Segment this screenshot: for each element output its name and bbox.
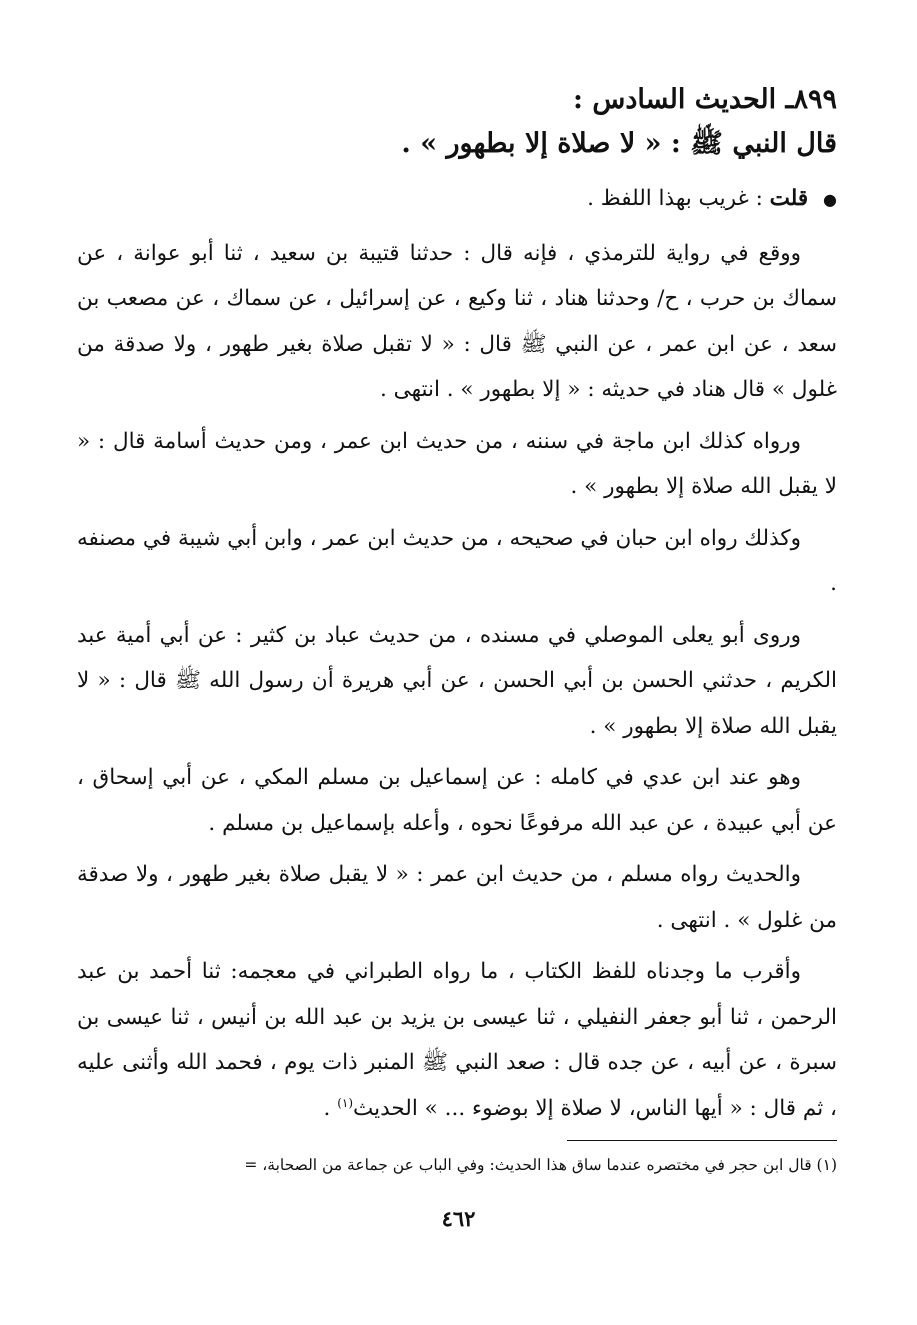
hadith-text: قال النبي ﷺ : « لا صلاة إلا بطهور » . (401, 128, 837, 159)
paragraph-ibn-majah: ورواه كذلك ابن ماجة في سننه ، من حديث ابن عمر ، ومن حديث أسامة قال : « لا يقبل الله صلاة إلا بطهور » . (77, 428, 837, 499)
paragraph-abu-yala: وروى أبو يعلى الموصلي في مسنده ، من حديث عباد بن كثير : عن أبي أمية عبد الكريم ، حدثني الحسن بن أبي الحسن ، عن أبي هريرة أن رسول الله ﷺ قال : « لا يقبل الله صلاة إلا بطهور » . (77, 622, 837, 739)
paragraph-ibn-adi: وهو عند ابن عدي في كامله : عن إسماعيل بن مسلم المكي ، عن أبي إسحاق ، عن أبي عبيدة ، عن عبد الله مرفوعًا نحوه ، وأعله بإسماعيل بن مسلم . (77, 765, 837, 836)
paragraph-tirmidhi: ووقع في رواية للترمذي ، فإنه قال : حدثنا قتيبة بن سعيد ، ثنا أبو عوانة ، عن سماك بن حرب ، ح/ وحدثنا هناد ، ثنا وكيع ، عن إسرائيل ، عن سماك ، عن مصعب بن سعد ، عن ابن عمر ، عن النبي ﷺ قال : « لا تقبل صلاة بغير طهور ، ولا صدقة من غلول » قال هناد في حديثه : « إلا بطهور » . انتهى . (77, 240, 837, 402)
paragraph-tabarani-end: . (323, 1095, 338, 1121)
footnote-reference[interactable]: (١) (337, 1095, 354, 1110)
intro-label: قلت (769, 186, 809, 211)
page-number: ٤٦٢ (441, 1206, 476, 1231)
paragraph-muslim: والحديث رواه مسلم ، من حديث ابن عمر : « لا يقبل صلاة بغير طهور ، ولا صدقة من غلول » . انتهى . (77, 862, 837, 933)
intro-text: : غريب بهذا اللفظ . (587, 186, 763, 211)
page-content (77, 78, 837, 1137)
intro-paragraph (77, 176, 837, 223)
bullet-icon: ● (823, 190, 837, 209)
paragraph-tabarani (77, 949, 837, 1131)
paragraph-ibn-hibban: وكذلك رواه ابن حبان في صحيحه ، من حديث ابن عمر ، وابن أبي شيبة في مصنفه . (77, 525, 837, 596)
hadith-title: ٨٩٩ـ الحديث السادس : (573, 84, 837, 115)
footnote-separator (567, 1140, 837, 1141)
paragraph-tabarani-text: وأقرب ما وجدناه للفظ الكتاب ، ما رواه الطبراني في معجمه: ثنا أحمد بن عبد الرحمن ، ثنا أبو جعفر النفيلي ، ثنا عيسى بن يزيد بن عبد الله بن أنيس ، ثنا عيسى بن سبرة ، عن أبيه ، عن جده قال : صعد النبي ﷺ المنبر ذات يوم ، فحمد الله وأثنى عليه ، ثم قال : « أيها الناس، لا صلاة إلا بوضوء ... » الحديث (77, 959, 837, 1121)
footnote: (١) قال ابن حجر في مختصره عندما ساق هذا الحديث: وفي الباب عن جماعة من الصحابة، = (244, 1156, 837, 1174)
